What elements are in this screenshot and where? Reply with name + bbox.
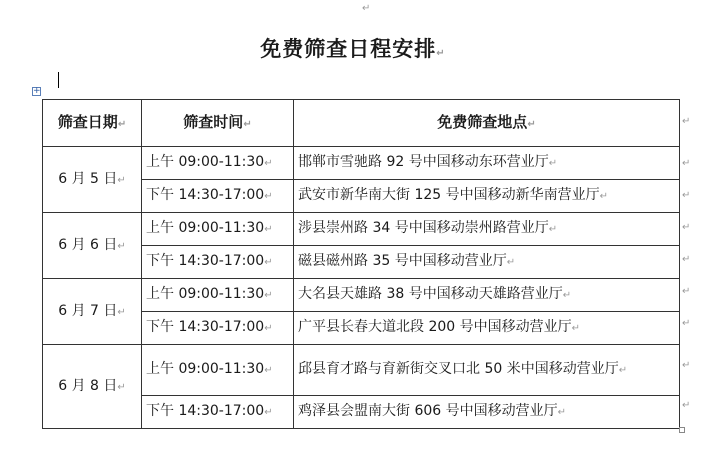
location-cell: 鸡泽县会盟南大街 606 号中国移动营业厅↵ <box>294 396 680 429</box>
location-cell: 武安市新华南大街 125 号中国移动新华南营业厅↵ <box>294 180 680 213</box>
row-end-mark: ↵ <box>682 400 691 411</box>
table-row <box>43 213 680 246</box>
header-date: 筛查日期↵ <box>43 100 142 147</box>
table-resize-handle-icon[interactable] <box>679 427 685 433</box>
table-header-row <box>43 100 680 147</box>
page-title: 免费筛查日程安排↵ <box>260 37 446 61</box>
time-cell: 下午 14:30-17:00↵ <box>142 396 294 429</box>
date-cell: 6 月 8 日↵ <box>43 345 142 429</box>
time-cell: 上午 09:00-11:30↵ <box>142 279 294 312</box>
row-end-mark: ↵ <box>682 360 691 371</box>
date-cell: 6 月 5 日↵ <box>43 147 142 213</box>
row-end-mark: ↵ <box>682 286 691 297</box>
row-end-mark: ↵ <box>682 254 691 265</box>
date-cell: 6 月 7 日↵ <box>43 279 142 345</box>
header-location: 免费筛查地点↵ <box>294 100 680 147</box>
time-cell: 上午 09:00-11:30↵ <box>142 345 294 396</box>
location-cell: 大名县天雄路 38 号中国移动天雄路营业厅↵ <box>294 279 680 312</box>
time-cell: 下午 14:30-17:00↵ <box>142 246 294 279</box>
row-end-mark: ↵ <box>682 116 691 127</box>
location-cell: 涉县崇州路 34 号中国移动崇州路营业厅↵ <box>294 213 680 246</box>
text-cursor <box>58 72 59 88</box>
time-cell: 下午 14:30-17:00↵ <box>142 312 294 345</box>
date-cell: 6 月 6 日↵ <box>43 213 142 279</box>
schedule-table <box>42 99 680 429</box>
location-cell: 邯郸市雪驰路 92 号中国移动东环营业厅↵ <box>294 147 680 180</box>
table-row <box>43 147 680 180</box>
table-row <box>43 345 680 396</box>
row-end-mark: ↵ <box>682 222 691 233</box>
table-row <box>43 279 680 312</box>
location-cell: 磁县磁州路 35 号中国移动营业厅↵ <box>294 246 680 279</box>
time-cell: 下午 14:30-17:00↵ <box>142 180 294 213</box>
time-cell: 上午 09:00-11:30↵ <box>142 147 294 180</box>
location-cell: 邱县育才路与育新街交叉口北 50 米中国移动营业厅↵ <box>294 345 680 396</box>
time-cell: 上午 09:00-11:30↵ <box>142 213 294 246</box>
location-cell: 广平县长春大道北段 200 号中国移动营业厅↵ <box>294 312 680 345</box>
table-move-handle-icon[interactable]: + <box>33 86 41 96</box>
paragraph-mark-top: ↵ <box>362 3 371 14</box>
header-time: 筛查时间↵ <box>142 100 294 147</box>
row-end-mark: ↵ <box>682 318 691 329</box>
row-end-mark: ↵ <box>682 190 691 201</box>
row-end-mark: ↵ <box>682 158 691 169</box>
